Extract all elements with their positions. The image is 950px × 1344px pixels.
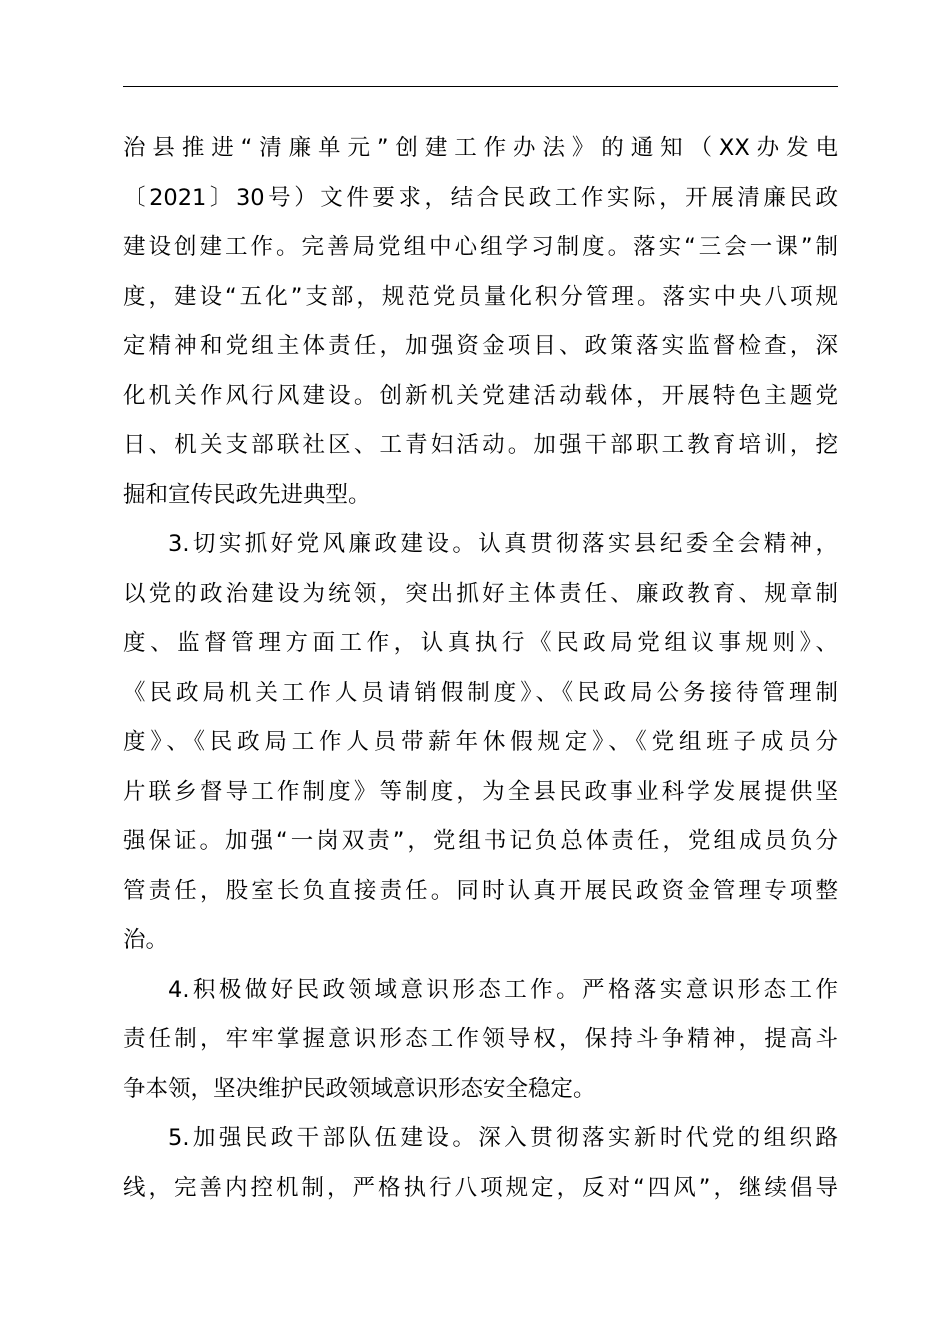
text-line: 治。 <box>123 927 169 953</box>
text-line: 争本领，坚决维护民政领域意识形态安全稳定。 <box>123 1075 596 1102</box>
text-line: 责任制，牢牢掌握意识形态工作领导权，保持斗争精神，提高斗 <box>123 1026 838 1052</box>
paragraph-heading-3: 3.切实抓好党风廉政建设。认真贯彻落实县纪委全会精神， <box>168 531 838 557</box>
text-line: 以党的政治建设为统领，突出抓好主体责任、廉政教育、规章制 <box>123 580 838 607</box>
body-text <box>123 124 838 1213</box>
text-line: 管责任，股室长负直接责任。同时认真开展民政资金管理专项整 <box>123 877 838 904</box>
text-line: 强保证。加强“一岗双责”，党组书记负总体责任，党组成员负分 <box>123 828 838 854</box>
text-line: 掘和宣传民政先进典型。 <box>123 481 371 508</box>
text-line: 定精神和党组主体责任，加强资金项目、政策落实监督检查，深 <box>123 333 838 359</box>
paragraph-heading-4: 4.积极做好民政领域意识形态工作。严格落实意识形态工作 <box>168 976 838 1003</box>
text-line: 治县推进“清廉单元”创建工作办法》的通知（XX办发电 <box>123 135 838 161</box>
text-line: 日、机关支部联社区、工青妇活动。加强干部职工教育培训，挖 <box>123 432 838 458</box>
text-line: 度》、《民政局工作人员带薪年休假规定》、《党组班子成员分 <box>123 729 838 755</box>
text-line: 建设创建工作。完善局党组中心组学习制度。落实“三会一课”制 <box>123 234 838 260</box>
text-line: 〔2021〕30号）文件要求，结合民政工作实际，开展清廉民政 <box>123 184 838 211</box>
text-line: 片联乡督导工作制度》等制度，为全县民政事业科学发展提供坚 <box>123 778 838 805</box>
paragraph-heading-5: 5.加强民政干部队伍建设。深入贯彻落实新时代党的组织路 <box>168 1125 838 1151</box>
text-line: 度，建设“五化”支部，规范党员量化积分管理。落实中央八项规 <box>123 283 838 310</box>
text-line: 线，完善内控机制，严格执行八项规定，反对“四风”，继续倡导 <box>123 1174 838 1201</box>
header-rule <box>123 86 838 87</box>
text-line: 《民政局机关工作人员请销假制度》、《民政局公务接待管理制 <box>123 679 838 706</box>
text-line: 化机关作风行风建设。创新机关党建活动载体，开展特色主题党 <box>123 382 838 409</box>
text-line: 度、监督管理方面工作，认真执行《民政局党组议事规则》、 <box>123 630 838 656</box>
